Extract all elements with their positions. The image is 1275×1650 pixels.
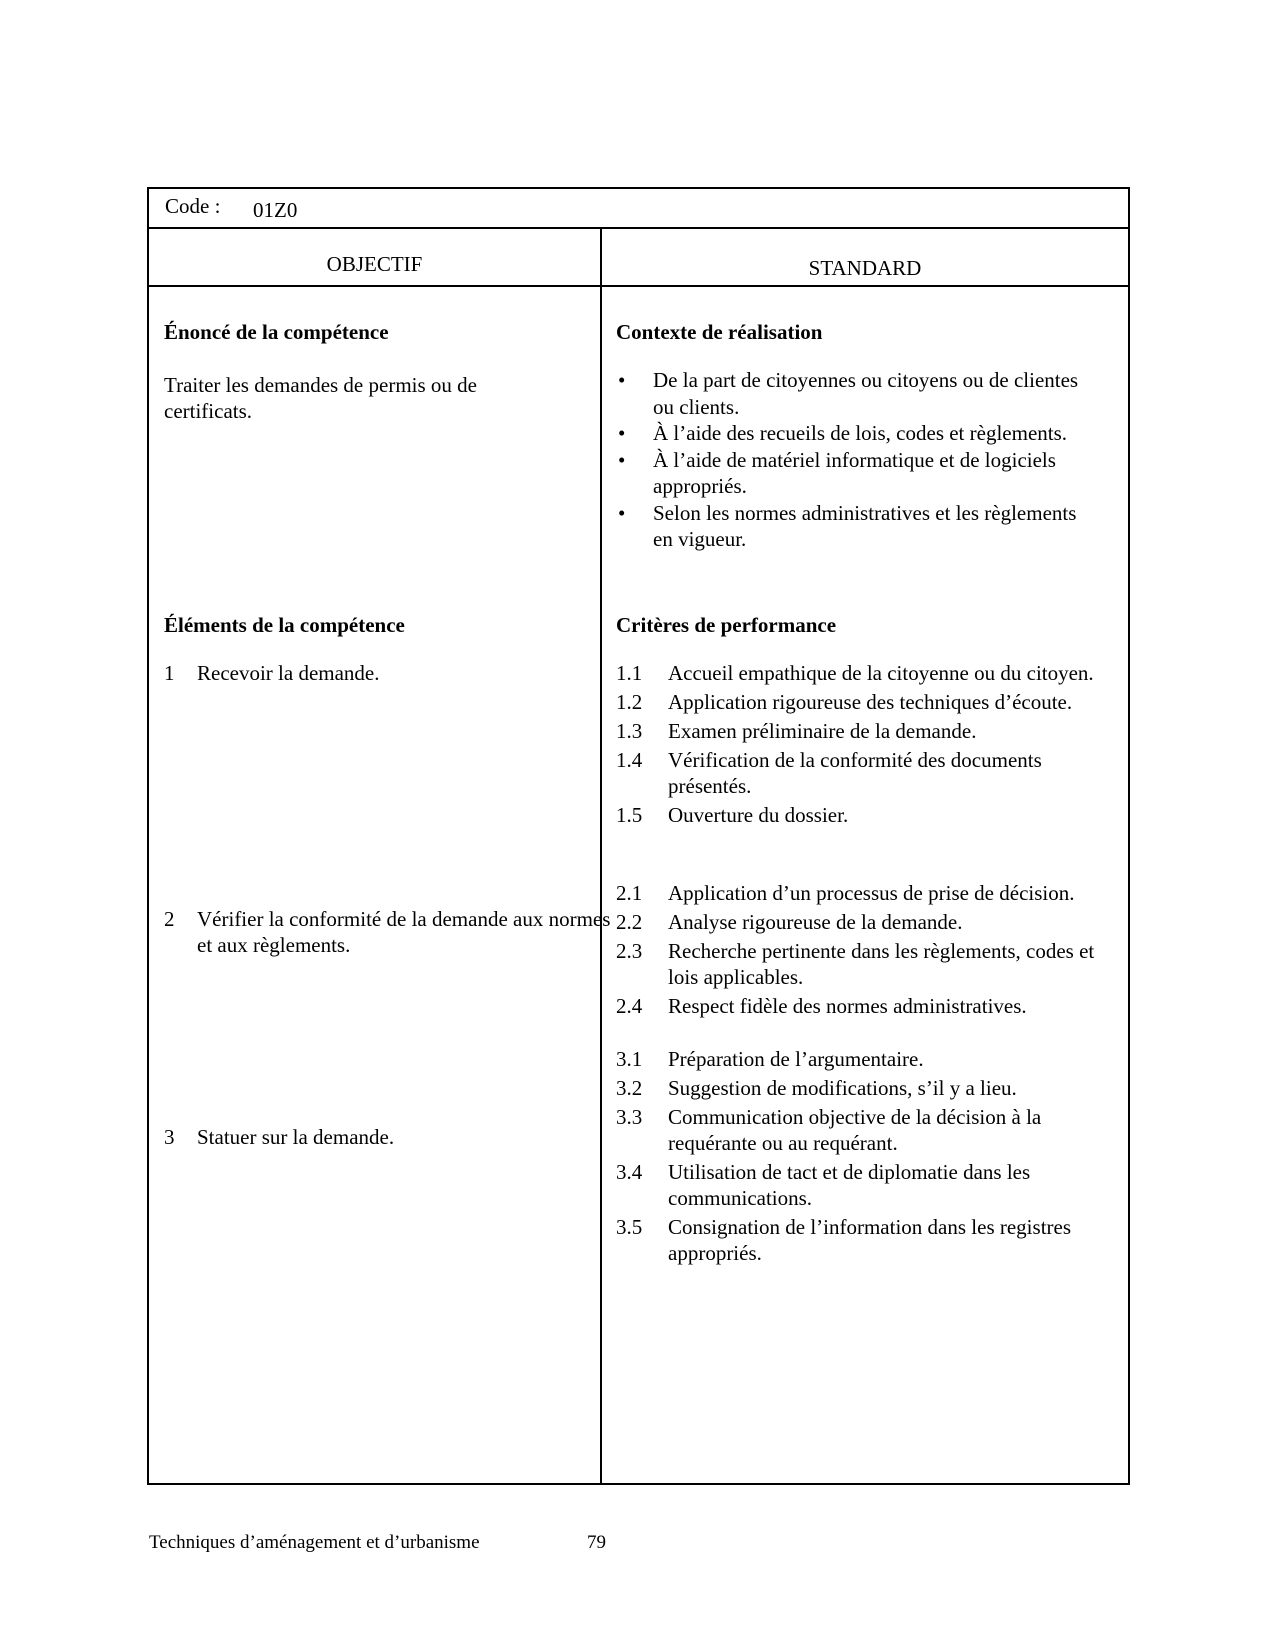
criterion-text: Application rigoureuse des techniques d’écoute. bbox=[668, 690, 1073, 714]
criterion-item bbox=[616, 880, 1116, 906]
page-number: 79 bbox=[587, 1532, 606, 1553]
criterion-item bbox=[616, 1159, 1116, 1211]
criterion-text: Respect fidèle des normes administratives. bbox=[668, 994, 1027, 1018]
criterion-item bbox=[616, 1046, 1116, 1072]
criterion-number: 3.2 bbox=[616, 1076, 643, 1100]
criterion-text: Accueil empathique de la citoyenne ou du citoyen. bbox=[668, 661, 1094, 685]
criterion-text: Préparation de l’argumentaire. bbox=[668, 1047, 924, 1071]
criterion-number: 2.1 bbox=[616, 881, 643, 905]
criterion-number: 1.1 bbox=[616, 661, 643, 685]
criterion-item bbox=[616, 1075, 1116, 1101]
list-item bbox=[616, 447, 1086, 500]
criterion-item bbox=[616, 689, 1116, 715]
footer-program-title: Techniques d’aménagement et d’urbanisme bbox=[149, 1532, 480, 1553]
code-row bbox=[149, 189, 1128, 229]
criterion-item bbox=[616, 747, 1116, 799]
criteres-group-1 bbox=[616, 660, 1116, 831]
criteres-group-2 bbox=[616, 880, 1116, 1022]
code-label: Code : bbox=[165, 194, 221, 218]
element-text: Recevoir la demande. bbox=[197, 661, 380, 685]
criterion-number: 1.5 bbox=[616, 803, 643, 827]
criterion-text: Vérification de la conformité des documents présentés. bbox=[668, 748, 1042, 798]
criterion-item bbox=[616, 993, 1116, 1019]
element-text: Vérifier la conformité de la demande aux normes et aux règlements. bbox=[197, 907, 611, 957]
list-item bbox=[616, 367, 1086, 420]
criterion-text: Analyse rigoureuse de la demande. bbox=[668, 910, 963, 934]
criteres-title: Critères de performance bbox=[616, 613, 837, 637]
contexte-item-text: À l’aide de matériel informatique et de logiciels appropriés. bbox=[653, 447, 1056, 498]
objectif-header: OBJECTIF bbox=[326, 252, 423, 276]
criterion-number: 1.2 bbox=[616, 690, 643, 714]
criterion-number: 3.3 bbox=[616, 1105, 643, 1129]
criterion-number: 2.4 bbox=[616, 994, 643, 1018]
element-number: 3 bbox=[164, 1125, 175, 1149]
criterion-item bbox=[616, 1214, 1116, 1266]
element-item bbox=[164, 1124, 617, 1150]
bullet-icon: • bbox=[618, 500, 626, 525]
element-number: 2 bbox=[164, 907, 175, 931]
criterion-number: 3.5 bbox=[616, 1215, 643, 1239]
header-divider bbox=[149, 285, 1128, 287]
criterion-text: Recherche pertinente dans les règlements, codes et lois applicables. bbox=[668, 939, 1095, 989]
code-value: 01Z0 bbox=[253, 198, 298, 222]
criterion-number: 3.1 bbox=[616, 1047, 643, 1071]
criterion-text: Examen préliminaire de la demande. bbox=[668, 719, 977, 743]
elements-title: Éléments de la compétence bbox=[164, 613, 405, 637]
list-item bbox=[616, 500, 1086, 553]
list-item bbox=[616, 420, 1086, 447]
criterion-item bbox=[616, 938, 1116, 990]
criterion-number: 1.3 bbox=[616, 719, 643, 743]
enonce-text: Traiter les demandes de permis ou de certificats. bbox=[164, 373, 477, 423]
contexte-list bbox=[616, 367, 1086, 553]
criterion-number: 3.4 bbox=[616, 1160, 643, 1184]
element-text: Statuer sur la demande. bbox=[197, 1125, 395, 1149]
bullet-icon: • bbox=[618, 447, 626, 472]
contexte-item-text: À l’aide des recueils de lois, codes et règlements. bbox=[653, 421, 1068, 445]
criterion-item bbox=[616, 718, 1116, 744]
enonce-title: Énoncé de la compétence bbox=[164, 320, 389, 344]
criterion-text: Communication objective de la décision à la requérante ou au requérant. bbox=[668, 1105, 1042, 1155]
criterion-item bbox=[616, 802, 1116, 828]
criterion-item bbox=[616, 909, 1116, 935]
standard-header: STANDARD bbox=[808, 256, 922, 280]
column-divider bbox=[600, 227, 602, 1483]
contexte-item-text: De la part de citoyennes ou citoyens ou de clientes ou clients. bbox=[653, 368, 1079, 419]
criterion-number: 2.2 bbox=[616, 910, 643, 934]
criterion-text: Application d’un processus de prise de décision. bbox=[668, 881, 1075, 905]
criterion-text: Consignation de l’information dans les registres appropriés. bbox=[668, 1215, 1072, 1265]
element-item bbox=[164, 906, 617, 958]
criterion-text: Ouverture du dossier. bbox=[668, 803, 849, 827]
contexte-title: Contexte de réalisation bbox=[616, 320, 823, 344]
element-number: 1 bbox=[164, 661, 175, 685]
criterion-text: Suggestion de modifications, s’il y a lieu. bbox=[668, 1076, 1017, 1100]
element-item bbox=[164, 660, 617, 686]
bullet-icon: • bbox=[618, 421, 626, 445]
contexte-item-text: Selon les normes administratives et les règlements en vigueur. bbox=[653, 500, 1077, 551]
competency-table bbox=[147, 187, 1130, 1485]
criterion-item bbox=[616, 660, 1116, 686]
criterion-item bbox=[616, 1104, 1116, 1156]
criterion-text: Utilisation de tact et de diplomatie dans les communications. bbox=[668, 1160, 1031, 1210]
criterion-number: 2.3 bbox=[616, 939, 643, 963]
bullet-icon: • bbox=[618, 368, 626, 392]
criteres-group-3 bbox=[616, 1046, 1116, 1269]
criterion-number: 1.4 bbox=[616, 748, 643, 772]
